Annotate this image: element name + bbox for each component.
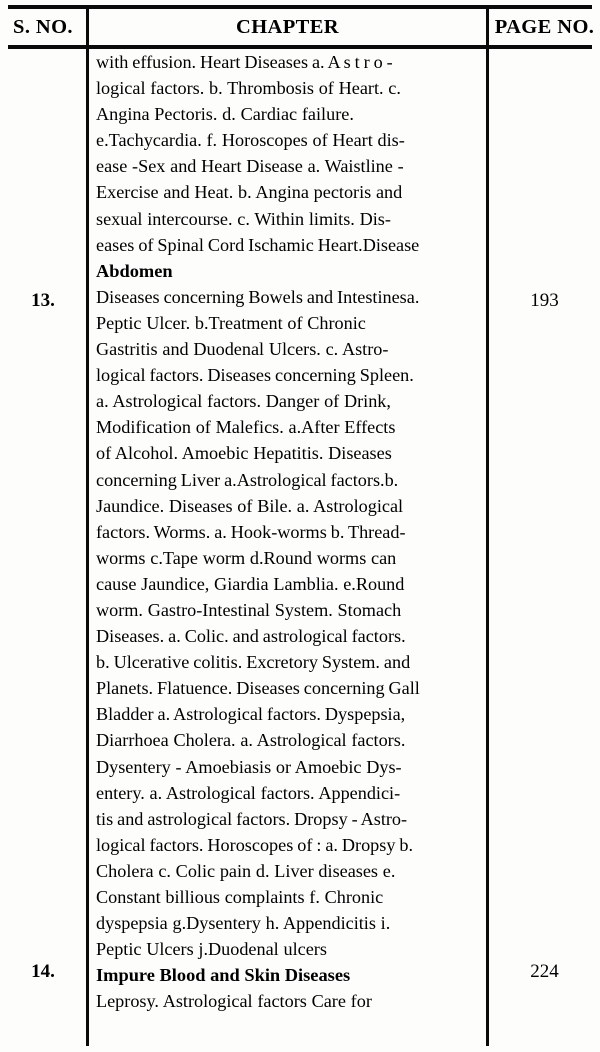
toc-line: concerning Liver a.Astrological factors.b. [96, 469, 399, 490]
toc-line: ease -Sex and Heart Disease a. Waistline - [96, 156, 404, 177]
toc-line: Gastritis and Duodenal Ulcers. c. Astro- [96, 339, 389, 360]
toc-line: Diseases. a. Colic. and astrological factors. [96, 626, 406, 647]
toc-line: dyspepsia g.Dysentery h. Appendicitis i. [96, 913, 391, 934]
toc-line: Dysentery - Amoebiasis or Amoebic Dys- [96, 756, 402, 777]
toc-line: Planets. Flatuence. Diseases concerning Gall [96, 678, 420, 699]
toc-line: Bladder a. Astrological factors. Dyspepsia, [96, 704, 406, 725]
toc-line: of Alcohol. Amoebic Hepatitis. Diseases [96, 443, 392, 464]
page-number-13: 193 [530, 290, 559, 311]
toc-line: tis and astrological factors. Dropsy - Astro- [96, 808, 408, 829]
toc-line: worm. Gastro-Intestinal System. Stomach [96, 599, 402, 620]
toc-line: Peptic Ulcer. b.Treatment of Chronic [96, 312, 366, 333]
toc-line: Leprosy. Astrological factors Care for [96, 991, 372, 1012]
serial-number-13: 13. [31, 290, 55, 311]
toc-line: Diarrhoea Cholera. a. Astrological factors. [96, 730, 406, 751]
column-header-chapter: CHAPTER [235, 16, 340, 38]
toc-line: Cholera c. Colic pain d. Liver diseases e. [96, 860, 396, 881]
table-body [0, 49, 600, 1052]
toc-line: logical factors. b. Thrombosis of Heart. c. [96, 78, 401, 99]
toc-line: with effusion. Heart Diseases a. A s t r o - [96, 52, 393, 72]
toc-line: worms c.Tape worm d.Round worms can [96, 547, 397, 568]
chapter-title-13: Abdomen [96, 260, 173, 281]
toc-line: Diseases concerning Bowels and Intestinesa. [96, 286, 420, 307]
toc-line: eases of Spinal Cord Ischamic Heart.Disease [96, 234, 420, 255]
toc-line: entery. a. Astrological factors. Appendici- [96, 782, 401, 803]
toc-line: b. Ulcerative colitis. Excretory System. and [96, 652, 411, 673]
toc-line: Exercise and Heat. b. Angina pectoris and [96, 182, 403, 203]
toc-line: Peptic Ulcers j.Duodenal ulcers [96, 939, 327, 960]
toc-line: Angina Pectoris. d. Cardiac failure. [96, 104, 354, 125]
toc-line: Modification of Malefics. a.After Effects [96, 417, 396, 438]
toc-line: Constant billious complaints f. Chronic [96, 887, 384, 907]
toc-line: logical factors. Horoscopes of : a. Dropsy b. [96, 834, 414, 855]
chapter-title-14: Impure Blood and Skin Diseases [96, 965, 351, 986]
toc-line: logical factors. Diseases concerning Spleen. [96, 365, 414, 386]
serial-number-14: 14. [31, 961, 55, 982]
toc-line: e.Tachycardia. f. Horoscopes of Heart dis- [96, 130, 405, 151]
toc-line: sexual intercourse. c. Within limits. Dis- [96, 208, 391, 229]
toc-line: cause Jaundice, Giardia Lamblia. e.Round [96, 573, 405, 594]
continued-entry-text [96, 49, 478, 258]
toc-line: factors. Worms. a. Hook-worms b. Thread- [96, 521, 406, 542]
toc-line: Jaundice. Diseases of Bile. a. Astrological [96, 495, 404, 516]
toc-entry-14[interactable] [96, 962, 478, 1014]
table-header-row [0, 9, 600, 45]
page-number-14: 224 [530, 961, 559, 982]
column-header-serial-number: S. NO. [13, 16, 73, 38]
chapter-column [96, 49, 478, 1014]
toc-line: a. Astrological factors. Danger of Drink, [96, 391, 391, 412]
column-header-page-number: PAGE NO. [494, 16, 595, 38]
toc-entry-13[interactable] [96, 258, 478, 963]
